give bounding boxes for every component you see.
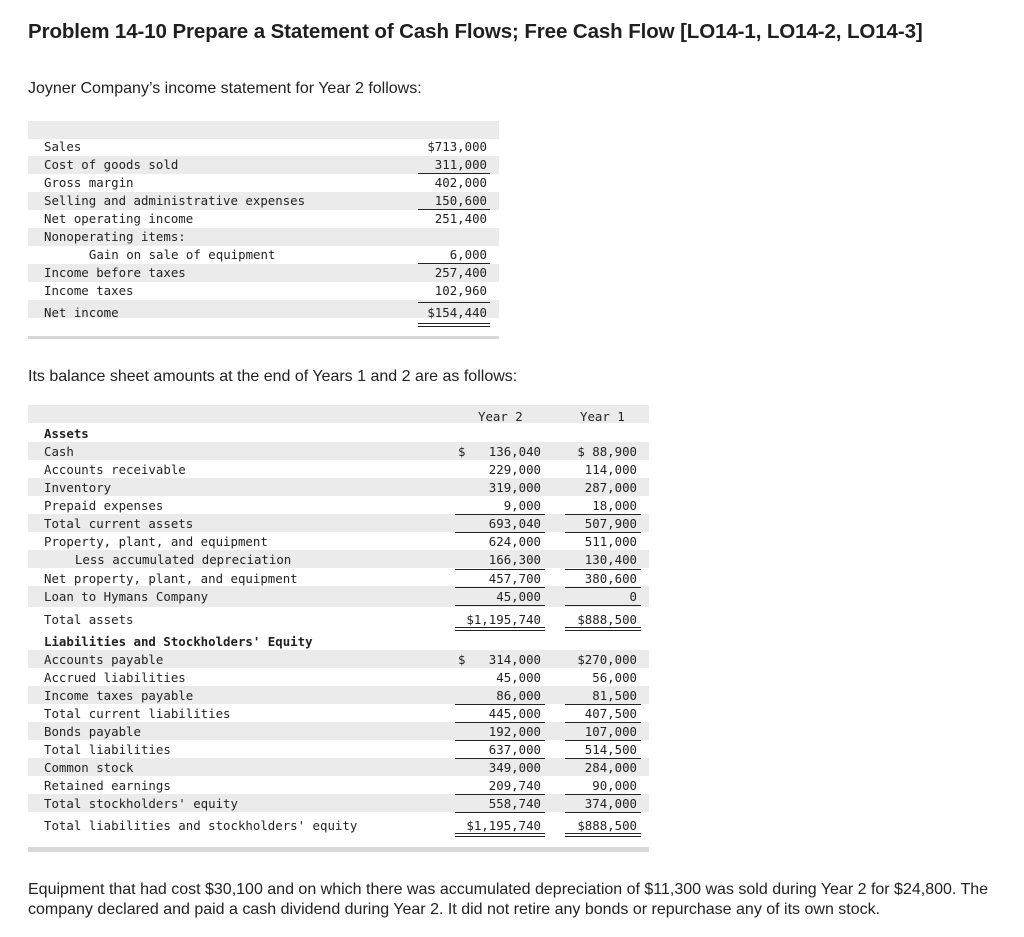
balance-sheet-table	[28, 405, 649, 855]
is-value-sga: 150,600	[434, 193, 487, 208]
problem-title: Problem 14-10 Prepare a Statement of Cash Flows; Free Cash Flow [LO14-1, LO14-2, LO14-3]	[28, 20, 923, 43]
is-label-cogs: Cost of goods sold	[44, 157, 179, 172]
bs-dollar-ap: $	[458, 652, 466, 667]
bs-y2-cash: 136,040	[488, 444, 541, 459]
bs-label-assets: Assets	[44, 426, 89, 441]
bs-label-liab-equity: Liabilities and Stockholders' Equity	[44, 634, 313, 649]
bs-label-common: Common stock	[44, 760, 134, 775]
bs-y2-tca: 693,040	[488, 516, 541, 531]
bs-dollar-cash: $	[458, 444, 466, 459]
bs-y1-common: 284,000	[584, 760, 637, 775]
bs-y1-retained: 90,000	[592, 778, 637, 793]
bs-label-tcl: Total current liabilities	[44, 706, 231, 721]
bs-label-ppe: Property, plant, and equipment	[44, 534, 268, 549]
bs-label-loan: Loan to Hymans Company	[44, 589, 209, 604]
bs-y1-total-liab: 514,500	[584, 742, 637, 757]
is-value-gain: 6,000	[449, 247, 487, 262]
bs-y1-loan: 0	[629, 589, 637, 604]
bs-y1-ppe: 511,000	[584, 534, 637, 549]
is-label-noi: Net operating income	[44, 211, 194, 226]
bs-y2-inventory: 319,000	[488, 480, 541, 495]
is-value-noi: 251,400	[434, 211, 487, 226]
is-label-net-income: Net income	[44, 305, 119, 320]
bs-y1-total-le: $888,500	[577, 818, 637, 833]
bs-y2-common: 349,000	[488, 760, 541, 775]
is-label-nonop: Nonoperating items:	[44, 229, 186, 244]
bs-y1-total-assets: $888,500	[577, 612, 637, 627]
bs-label-accrued: Accrued liabilities	[44, 670, 186, 685]
is-label-taxes: Income taxes	[44, 283, 134, 298]
bs-y1-itp: 81,500	[592, 688, 637, 703]
bs-y2-itp: 86,000	[496, 688, 541, 703]
bs-y1-cash: $ 88,900	[577, 444, 637, 459]
bs-y1-ap: $270,000	[577, 652, 637, 667]
is-value-sales: $713,000	[427, 139, 487, 154]
bs-y2-prepaid: 9,000	[503, 498, 541, 513]
is-label-gross-margin: Gross margin	[44, 175, 134, 190]
bs-y2-retained: 209,740	[488, 778, 541, 793]
bs-y1-bonds: 107,000	[584, 724, 637, 739]
bs-label-inventory: Inventory	[44, 480, 112, 495]
is-value-gross-margin: 402,000	[434, 175, 487, 190]
bs-label-total-assets: Total assets	[44, 612, 134, 627]
bs-y1-accum-dep: 130,400	[584, 552, 637, 567]
is-label-gain: Gain on sale of equipment	[74, 247, 276, 262]
is-value-ibt: 257,400	[434, 265, 487, 280]
bs-y1-tca: 507,900	[584, 516, 637, 531]
bs-label-cash: Cash	[44, 444, 74, 459]
problem-footer-note: Equipment that had cost $30,100 and on which there was accumulated depreciation of $11,300 was sold during Year 2 for $24,800. The company declared and paid a cash dividend during Year 2. It did not retire any bonds or repurchase any of its own stock.	[28, 881, 989, 918]
bs-y1-net-ppe: 380,600	[584, 571, 637, 586]
bs-label-ar: Accounts receivable	[44, 462, 186, 477]
bs-label-total-le: Total liabilities and stockholders' equity	[44, 818, 358, 833]
bs-y1-tse: 374,000	[584, 796, 637, 811]
bs-label-ap: Accounts payable	[44, 652, 164, 667]
income-statement-table	[28, 121, 499, 339]
bs-y1-accrued: 56,000	[592, 670, 637, 685]
bs-label-tse: Total stockholders' equity	[44, 796, 238, 811]
bs-y2-ar: 229,000	[488, 462, 541, 477]
is-value-cogs: 311,000	[434, 157, 487, 172]
bs-label-accum-dep: Less accumulated depreciation	[60, 552, 292, 567]
is-value-net-income: $154,440	[427, 305, 487, 320]
bs-y1-ar: 114,000	[584, 462, 637, 477]
is-label-sga: Selling and administrative expenses	[44, 193, 306, 208]
bs-col-year1: Year 1	[580, 409, 625, 424]
balance-sheet-intro: Its balance sheet amounts at the end of Years 1 and 2 are as follows:	[28, 368, 518, 385]
is-value-taxes: 102,960	[434, 283, 487, 298]
bs-y2-net-ppe: 457,700	[488, 571, 541, 586]
bs-y2-ap: 314,000	[488, 652, 541, 667]
bs-label-itp: Income taxes payable	[44, 688, 194, 703]
bs-y2-total-liab: 637,000	[488, 742, 541, 757]
bs-label-tca: Total current assets	[44, 516, 194, 531]
bs-y1-tcl: 407,500	[584, 706, 637, 721]
bs-y2-tcl: 445,000	[488, 706, 541, 721]
bs-label-total-liab: Total liabilities	[44, 742, 171, 757]
income-statement-intro: Joyner Company’s income statement for Year 2 follows:	[28, 80, 422, 97]
bs-y2-ppe: 624,000	[488, 534, 541, 549]
is-label-ibt: Income before taxes	[44, 265, 186, 280]
bs-y2-loan: 45,000	[496, 589, 541, 604]
bs-label-retained: Retained earnings	[44, 778, 171, 793]
bs-col-year2: Year 2	[478, 409, 523, 424]
bs-label-bonds: Bonds payable	[44, 724, 141, 739]
bs-y1-prepaid: 18,000	[592, 498, 637, 513]
bs-y2-tse: 558,740	[488, 796, 541, 811]
bs-y2-total-assets: $1,195,740	[466, 612, 541, 627]
bs-y2-accrued: 45,000	[496, 670, 541, 685]
bs-label-net-ppe: Net property, plant, and equipment	[44, 571, 298, 586]
bs-y2-total-le: $1,195,740	[466, 818, 541, 833]
bs-y2-bonds: 192,000	[488, 724, 541, 739]
is-label-sales: Sales	[44, 139, 82, 154]
bs-label-prepaid: Prepaid expenses	[44, 498, 164, 513]
bs-y2-accum-dep: 166,300	[488, 552, 541, 567]
bs-y1-inventory: 287,000	[584, 480, 637, 495]
